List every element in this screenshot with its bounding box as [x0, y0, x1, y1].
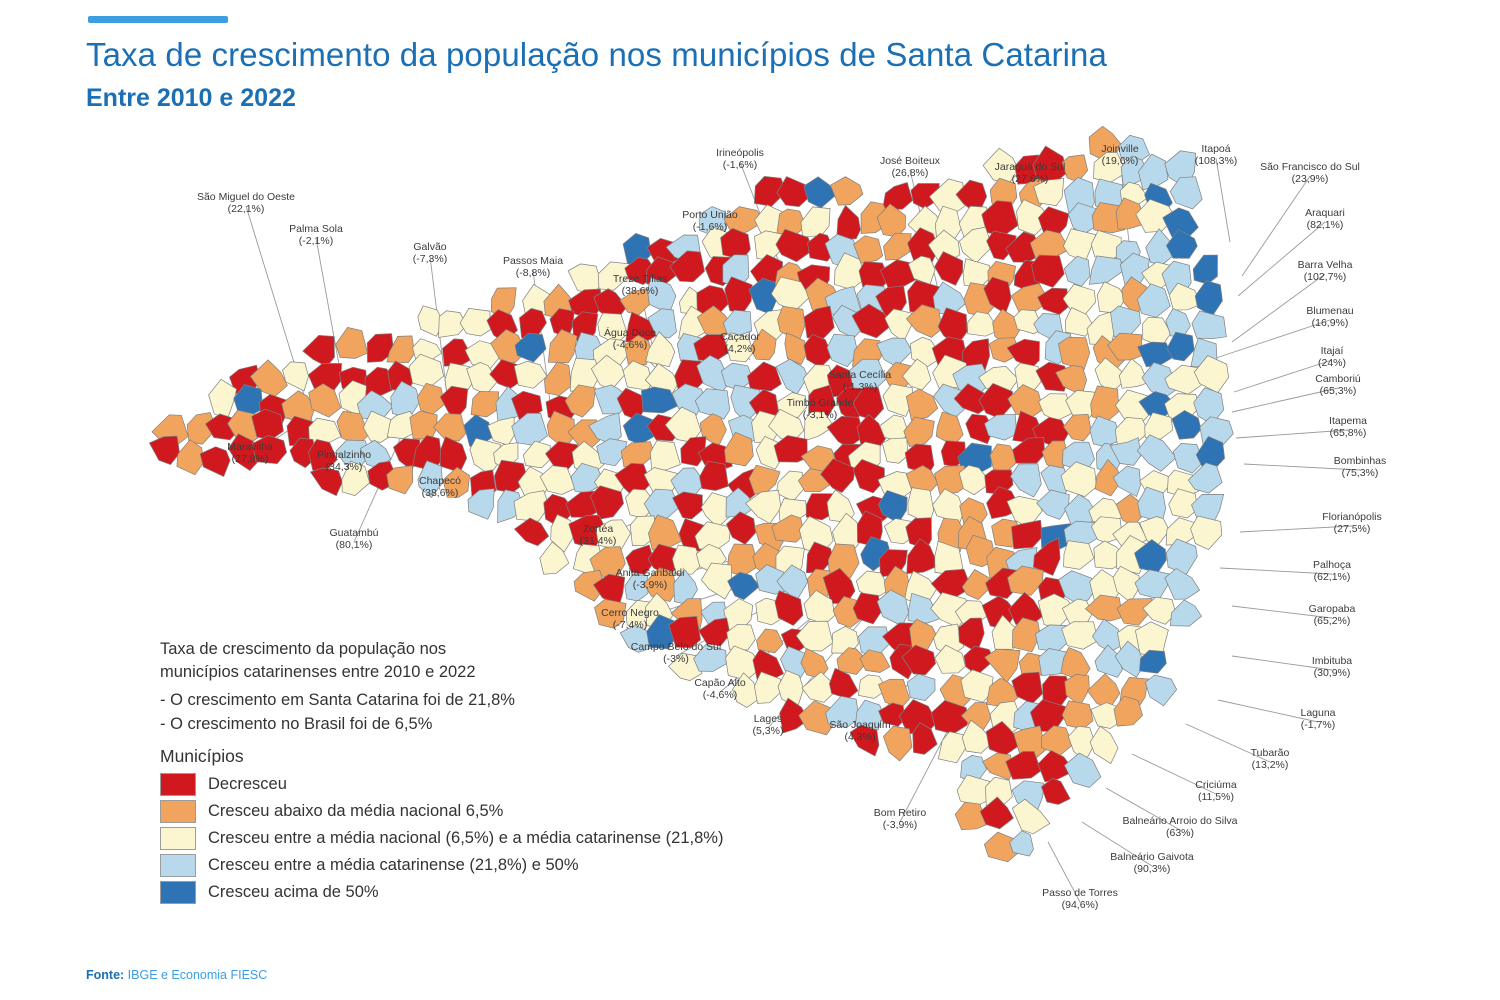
leader-line: [1244, 464, 1360, 470]
map-label-value: (-4,6%): [702, 688, 738, 701]
municipality-shape[interactable]: [725, 277, 753, 313]
municipality-shape[interactable]: [1062, 701, 1093, 729]
legend-item-label: Cresceu abaixo da média nacional 6,5%: [208, 802, 504, 820]
municipality-shape[interactable]: [776, 471, 804, 501]
municipality-shape[interactable]: [548, 329, 577, 363]
map-label-name: José Boiteux: [879, 155, 941, 167]
map-label-name: Lages: [753, 713, 783, 725]
map-label-name: Treze Tílias: [612, 273, 668, 285]
municipality-shape[interactable]: [1041, 778, 1070, 804]
map-label-value: (38,6%): [421, 486, 459, 499]
municipality-shape[interactable]: [1138, 487, 1166, 523]
municipality-shape[interactable]: [1191, 516, 1222, 550]
municipality-shape[interactable]: [488, 417, 515, 445]
legend-item-list: [160, 773, 860, 904]
legend-swatch: [160, 827, 196, 850]
legend-item-label: Cresceu entre a média catarinense (21,8%) e 50%: [208, 856, 579, 874]
municipality-shape[interactable]: [1062, 155, 1088, 182]
legend-bullet: - O crescimento no Brasil foi de 6,5%: [160, 715, 433, 733]
map-label-value: (34,3%): [325, 460, 363, 473]
municipality-shape[interactable]: [1119, 359, 1148, 389]
municipality-shape[interactable]: [726, 333, 753, 362]
legend-item-label: Cresceu entre a média nacional (6,5%) e a média catarinense (21,8%): [208, 829, 724, 847]
municipality-shape[interactable]: [514, 361, 547, 388]
map-label-value: (-1,6%): [692, 220, 728, 233]
legend-item: [160, 827, 860, 850]
legend-note-line2: municípios catarinenses entre 2010 e 2022: [160, 663, 476, 681]
map-label-value: (19,6%): [1101, 154, 1139, 167]
leader-line: [1082, 822, 1152, 866]
map-label-value: (90,3%): [1133, 862, 1171, 875]
leader-line: [1186, 724, 1270, 762]
municipality-shape[interactable]: [1064, 256, 1090, 286]
leader-line: [1232, 656, 1332, 670]
municipality-shape[interactable]: [303, 335, 335, 366]
map-label-name: Porto União: [682, 209, 738, 221]
municipality-shape[interactable]: [1062, 622, 1098, 650]
municipality-shape[interactable]: [804, 306, 834, 339]
map-label-name: Irineópolis: [716, 147, 764, 159]
municipality-shape[interactable]: [1170, 600, 1201, 626]
legend: [160, 638, 860, 908]
municipality-shape[interactable]: [252, 435, 286, 463]
municipality-shape[interactable]: [1010, 464, 1041, 497]
legend-note-line1: Taxa de crescimento da população nos: [160, 640, 447, 658]
municipality-shape[interactable]: [440, 386, 468, 418]
map-label-name: Cerro Negro: [601, 607, 659, 619]
map-label-name: Timbó Grande: [786, 397, 854, 409]
municipality-shape[interactable]: [830, 177, 862, 205]
map-label-name: Barra Velha: [1297, 259, 1353, 271]
municipality-shape[interactable]: [985, 414, 1017, 440]
municipality-shape[interactable]: [963, 259, 990, 288]
municipality-shape[interactable]: [853, 459, 884, 493]
municipality-shape[interactable]: [410, 411, 437, 439]
map-label-value: (27,5%): [1333, 522, 1371, 535]
map-label-name: Chapecó: [418, 475, 462, 487]
map-label-value: (65,2%): [1313, 614, 1351, 627]
map-label-name: Anita Garibaldi: [615, 567, 685, 579]
leader-line: [1106, 788, 1180, 830]
map-label-value: (108,3%): [1194, 154, 1238, 167]
map-label-name: Guatambú: [329, 527, 379, 539]
municipality-shape[interactable]: [1091, 386, 1120, 421]
leader-line: [1216, 158, 1230, 242]
municipality-shape[interactable]: [310, 468, 342, 496]
accent-bar: [88, 16, 228, 23]
map-label-value: (26,8%): [891, 166, 929, 179]
map-label-value: (65,8%): [1329, 426, 1367, 439]
municipality-shape[interactable]: [673, 492, 703, 519]
map-label-name: São Francisco do Sul: [1260, 161, 1360, 173]
leader-line: [1132, 754, 1216, 794]
map-label-value: (65,3%): [1319, 384, 1357, 397]
municipality-shape[interactable]: [776, 359, 808, 394]
municipality-shape[interactable]: [1145, 413, 1173, 440]
map-label-value: (27,8%): [231, 452, 269, 465]
map-label-name: Garopaba: [1308, 603, 1356, 615]
municipality-shape[interactable]: [1114, 696, 1143, 726]
map-label-value: (-3,9%): [632, 578, 668, 591]
map-label-value: (102,7%): [1303, 270, 1347, 283]
municipality-shape[interactable]: [1145, 675, 1176, 706]
municipality-shape[interactable]: [1193, 255, 1217, 284]
municipality-shape[interactable]: [883, 233, 911, 260]
legend-item-label: Decresceu: [208, 775, 287, 793]
leader-line: [1232, 388, 1338, 412]
map-label-name: Balneário Arroio do Silva: [1122, 815, 1238, 827]
municipality-shape[interactable]: [544, 362, 571, 396]
map-label-name: Blumenau: [1306, 305, 1354, 317]
leader-line: [1220, 568, 1332, 574]
map-label-value: (-3,9%): [882, 818, 918, 831]
map-label-value: (94,6%): [1061, 898, 1099, 911]
municipality-shape[interactable]: [336, 327, 368, 358]
map-label-name: Passo de Torres: [1042, 887, 1118, 899]
legend-item: [160, 800, 860, 823]
municipality-shape[interactable]: [804, 177, 836, 208]
map-label-name: Tubarão: [1250, 747, 1290, 759]
map-label-name: Camboriú: [1315, 373, 1361, 385]
municipality-shape[interactable]: [933, 489, 964, 523]
municipality-shape[interactable]: [723, 310, 751, 336]
map-label-name: Imbituba: [1311, 655, 1353, 667]
map-label-value: (-1,6%): [722, 158, 758, 171]
municipality-shape[interactable]: [913, 723, 938, 755]
municipality-shape[interactable]: [906, 389, 937, 420]
legend-bullet-list: [160, 688, 860, 736]
municipality-shape[interactable]: [883, 726, 912, 761]
municipality-shape[interactable]: [910, 619, 936, 650]
municipality-shape[interactable]: [982, 201, 1018, 236]
map-label-value: (-1,3%): [842, 380, 878, 393]
map-label-value: (31,4%): [579, 534, 617, 547]
municipality-shape[interactable]: [728, 572, 760, 599]
municipality-shape[interactable]: [515, 518, 549, 546]
map-label-name: São Miguel do Oeste: [196, 191, 296, 203]
municipality-shape[interactable]: [883, 183, 913, 210]
municipality-shape[interactable]: [625, 574, 648, 601]
map-label-name: Laguna: [1300, 707, 1336, 719]
municipality-shape[interactable]: [648, 278, 676, 314]
municipality-shape[interactable]: [1170, 177, 1202, 209]
municipality-shape[interactable]: [1085, 595, 1122, 621]
map-label-value: (63%): [1165, 826, 1195, 839]
municipality-shape[interactable]: [1063, 414, 1091, 441]
page-title: Taxa de crescimento da população nos municípios de Santa Catarina: [86, 36, 1107, 73]
map-label-name: São Joaquim: [829, 719, 891, 731]
municipality-shape[interactable]: [1090, 726, 1118, 763]
municipality-shape[interactable]: [1137, 435, 1176, 472]
municipality-shape[interactable]: [623, 361, 652, 391]
municipality-shape[interactable]: [149, 436, 179, 465]
source-label: Fonte:: [86, 968, 125, 982]
map-label-value: (-4,6%): [612, 338, 648, 351]
map-label-name: Palma Sola: [289, 223, 343, 235]
municipality-shape[interactable]: [1064, 753, 1101, 787]
municipality-shape[interactable]: [1135, 570, 1169, 599]
map-label-value: (-3,1%): [802, 408, 838, 421]
map-label-name: Maravilha: [227, 441, 273, 453]
municipality-shape[interactable]: [177, 440, 204, 475]
map-label-value: (24%): [1317, 356, 1347, 369]
legend-swatch: [160, 800, 196, 823]
legend-bullet: - O crescimento em Santa Catarina foi de 21,8%: [160, 691, 515, 709]
map-label-value: (11,5%): [1197, 790, 1234, 803]
map-label-value: (27,6%): [1011, 172, 1049, 185]
municipality-shape[interactable]: [801, 207, 830, 237]
legend-title: Municípios: [160, 746, 244, 766]
map-label-value: (16,9%): [1311, 316, 1349, 329]
municipality-shape[interactable]: [409, 354, 444, 388]
leader-line: [1234, 360, 1332, 392]
map-label-name: Itajaí: [1320, 345, 1344, 357]
municipality-shape[interactable]: [417, 383, 444, 414]
map-label-value: (-2,1%): [298, 234, 334, 247]
source-text: IBGE e Economia FIESC: [124, 968, 268, 982]
map-label-name: Araquari: [1305, 207, 1345, 219]
municipality-shape[interactable]: [443, 467, 470, 497]
leader-line: [1238, 222, 1325, 296]
municipality-shape[interactable]: [1058, 337, 1089, 370]
municipality-shape[interactable]: [837, 205, 861, 239]
municipality-shape[interactable]: [434, 414, 466, 441]
map-label-value: (-7,4%): [612, 618, 648, 631]
map-label-value: (13,2%): [1251, 758, 1289, 771]
municipality-shape[interactable]: [512, 413, 548, 445]
map-label-name: Água Doce: [604, 327, 656, 339]
municipality-shape[interactable]: [700, 461, 729, 490]
municipality-shape[interactable]: [1064, 541, 1094, 570]
map-label-value: (-8,8%): [515, 266, 551, 279]
map-label-name: Florianópolis: [1322, 511, 1382, 523]
map-label-name: Galvão: [413, 241, 447, 253]
legend-swatch: [160, 881, 196, 904]
map-label-name: Bom Retiro: [873, 807, 927, 819]
municipality-shape[interactable]: [471, 392, 499, 417]
map-label-value: (23,9%): [1291, 172, 1329, 185]
municipality-shape[interactable]: [904, 417, 935, 447]
leader-line: [1232, 274, 1325, 342]
municipality-shape[interactable]: [1192, 311, 1227, 339]
map-label-name: Caçador: [720, 331, 760, 343]
municipality-shape[interactable]: [882, 438, 908, 463]
municipality-shape[interactable]: [1012, 799, 1050, 834]
leader-line: [1232, 606, 1332, 618]
map-label-name: Joinville: [1101, 143, 1139, 155]
municipality-shape[interactable]: [772, 515, 805, 542]
municipality-shape[interactable]: [342, 461, 370, 495]
municipality-shape[interactable]: [200, 447, 230, 477]
municipality-shape[interactable]: [460, 308, 490, 336]
municipality-shape[interactable]: [1010, 831, 1034, 856]
municipality-shape[interactable]: [1037, 490, 1070, 520]
map-label-name: Itapoá: [1201, 143, 1231, 155]
map-label-name: Pinhalzinho: [316, 449, 372, 461]
map-label-value: (80,1%): [335, 538, 373, 551]
map-label-value: (4,3%): [844, 730, 876, 743]
municipality-shape[interactable]: [962, 570, 989, 600]
map-label-value: (30,9%): [1313, 666, 1351, 679]
municipality-shape[interactable]: [1089, 256, 1124, 285]
map-label-name: Criciúma: [1195, 779, 1237, 791]
map-label-name: Bombinhas: [1333, 455, 1387, 467]
map-label-name: Zortéa: [582, 523, 614, 535]
legend-item: [160, 854, 860, 877]
leader-line: [1236, 430, 1348, 438]
map-label-name: Balneário Gaivota: [1110, 851, 1194, 863]
source-note: [86, 968, 267, 982]
page-subtitle: Entre 2010 e 2022: [86, 84, 296, 112]
municipality-shape[interactable]: [877, 338, 912, 367]
municipality-shape[interactable]: [595, 599, 627, 628]
map-label-name: Palhoça: [1313, 559, 1351, 571]
leader-line: [1218, 700, 1318, 722]
municipality-shape[interactable]: [747, 362, 781, 391]
municipality-shape[interactable]: [907, 674, 935, 701]
municipality-shape[interactable]: [1006, 751, 1041, 779]
municipality-shape[interactable]: [1039, 394, 1072, 421]
legend-note: [160, 638, 860, 684]
map-label-value: (82,1%): [1306, 218, 1344, 231]
leader-line: [1240, 526, 1352, 532]
map-label-name: Itapema: [1329, 415, 1367, 427]
legend-swatch: [160, 773, 196, 796]
municipality-shape[interactable]: [1015, 363, 1041, 390]
municipality-shape[interactable]: [885, 309, 914, 342]
map-label-value: (-7,3%): [412, 252, 448, 265]
map-label-value: (5,3%): [752, 724, 784, 737]
map-label-value: (62,1%): [1313, 570, 1351, 583]
map-label-name: Passos Maia: [502, 255, 564, 267]
leader-line: [1048, 842, 1080, 902]
map-label-value: (-3%): [663, 652, 689, 665]
legend-item: [160, 773, 860, 796]
legend-swatch: [160, 854, 196, 877]
municipality-shape[interactable]: [1195, 281, 1222, 316]
map-label-value: (75,3%): [1341, 466, 1379, 479]
leader-line: [1242, 176, 1310, 276]
municipality-shape[interactable]: [1008, 385, 1043, 417]
legend-item-label: Cresceu acima de 50%: [208, 883, 379, 901]
map-label-value: (4,2%): [724, 342, 756, 355]
municipality-shape[interactable]: [598, 262, 631, 290]
map-label-value: (-1,7%): [1300, 718, 1336, 731]
municipality-shape[interactable]: [983, 148, 1019, 182]
municipality-shape[interactable]: [440, 437, 467, 473]
municipality-shape[interactable]: [1165, 569, 1200, 600]
municipality-shape[interactable]: [880, 415, 909, 441]
map-label-name: Campo Belo do Sul: [630, 641, 722, 653]
map-label-value: (38,6%): [621, 284, 659, 297]
legend-item: [160, 881, 860, 904]
map-label-name: Capão Alto: [694, 677, 746, 689]
map-label-value: (22,1%): [227, 202, 265, 215]
map-label-name: Jaraguá do Sul: [994, 161, 1066, 173]
map-label-name: Santa Cecília: [828, 369, 892, 381]
